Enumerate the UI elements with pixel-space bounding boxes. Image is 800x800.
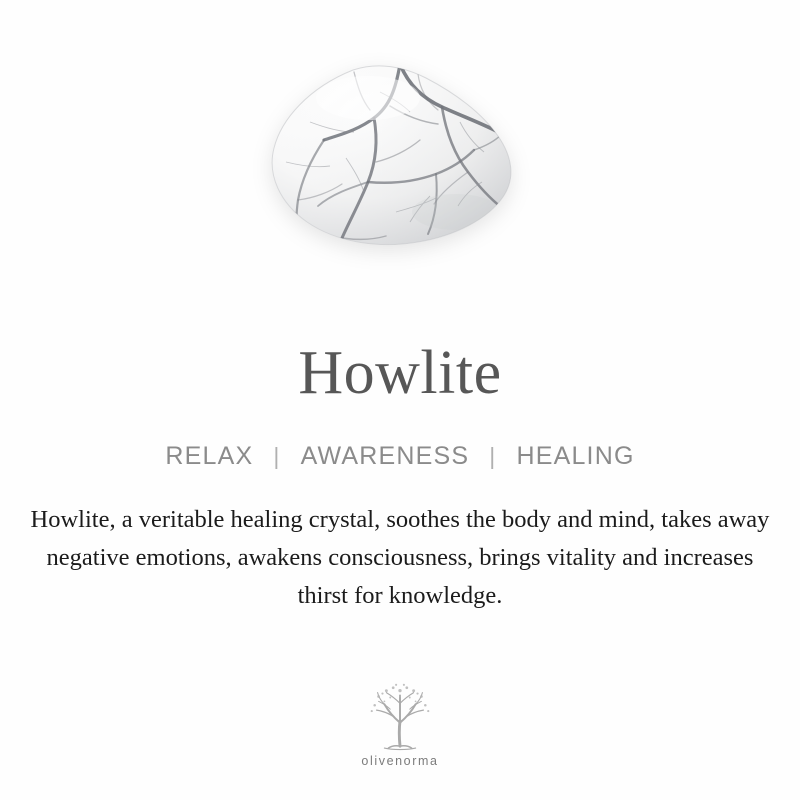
keyword-awareness: AWARENESS	[300, 442, 470, 470]
keyword-separator-2: |	[489, 443, 497, 469]
keyword-separator-1: |	[273, 443, 281, 469]
keyword-relax: RELAX	[165, 442, 254, 470]
crystal-description: Howlite, a veritable healing crystal, soothes the body and mind, takes away negative emotions, awakens consciousness, brings vitality and increases thirst for knowledge.	[30, 506, 770, 609]
tree-of-life-icon	[361, 678, 439, 752]
howlite-stone-image	[250, 62, 550, 272]
crystal-title: Howlite	[298, 339, 502, 407]
keyword-healing: HEALING	[516, 442, 635, 470]
brand-logo	[0, 678, 800, 768]
keyword-list	[159, 442, 640, 471]
brand-name: olivenorma	[361, 754, 439, 768]
howlite-stone-icon	[250, 62, 550, 272]
